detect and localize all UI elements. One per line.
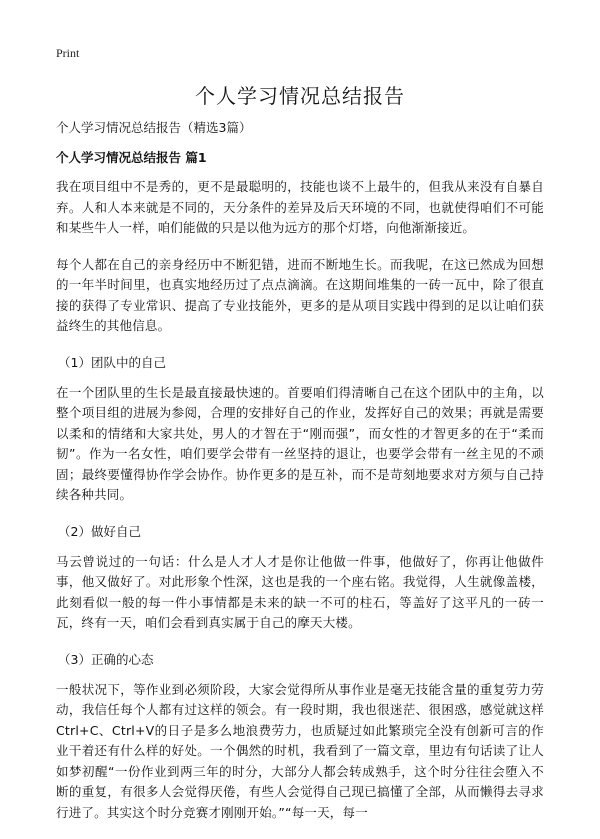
print-link[interactable]: Print [56, 46, 80, 60]
document-subtitle: 个人学习情况总结报告（精选3篇） [56, 120, 252, 135]
paragraph-4: 马云曾说过的一句话：什么是人才人才是你让他做一件事，他做好了，你再让他做件事，他又做好了。对此形象个性深，这也是我的一个座右铭。我觉得，人生就像盖楼，此刻看似一般的每一件小事情都是未来的缺一不可的柱石，等盖好了这平凡的一砖一瓦，终有一天，咱们会看到真实属于自己的摩天大楼。 [56, 553, 544, 630]
document-body [56, 118, 544, 839]
subheading-self: （2）做好自己 [58, 523, 141, 539]
paragraph-1: 我在项目组中不是秀的，更不是最聪明的，技能也谈不上最牛的，但我从来没有自暴自弃。人和人本来就是不同的，天分条件的差异及后天环境的不同，也就使得咱们不可能和某些牛人一样，咱们能做的只是以他为远方的那个灯塔，向他渐渐接近。 [56, 179, 544, 235]
paragraph-3: 在一个团队里的生长是最直接最快速的。首要咱们得清晰自己在这个团队中的主角，以整个项目组的进展为参阅，合理的安排好自己的作业，发挥好自己的效果；再就是需要以柔和的情绪和大家共处，男人的才智在于“刚而强”，而女性的才智更多的在于“柔而韧”。作为一名女性，咱们要学会带有一丝坚持的退让，也要学会带有一丝主见的不顽固；最终要懂得协作学会协作。协作更多的是互补，而不是苛刻地要求对方须与自己持续各种共同。 [56, 384, 544, 502]
subheading-team: （1）团队中的自己 [58, 354, 166, 370]
section-title: 个人学习情况总结报告 篇1 [56, 150, 207, 165]
paragraph-5: 一般状况下，等作业到必须阶段，大家会觉得所从事作业是毫无技能含量的重复劳力劳动，我信任每个人都有过这样的领会。有一段时期，我也很迷茫、很困惑，感觉就这样Ctrl+C、Ctrl+V的日子是多么地浪费劳力，也质疑过如此繁琐完全没有创新可言的作业干着还有什么样的好处。一个偶然的时机，我看到了一篇文章，里边有句话读了让人如梦初醒“一份作业到两三年的时分，大部分人都会转成熟手，这个时分往往会堕入不断的重复，有很多人会觉得厌倦，有些人会觉得自己现已搞懂了全部，从而懒得去寻求行进了。其实这个时分竞赛才刚刚开始。”“每一天，每一 [56, 681, 544, 820]
page-title: 个人学习情况总结报告 [195, 84, 405, 108]
subheading-attitude: （3）正确的心态 [58, 651, 154, 667]
paragraph-2: 每个人都在自己的亲身经历中不断犯错，进而不断地生长。而我呢，在这已然成为回想的一年半时间里，也真实地经历过了点点滴滴。在这期间堆集的一砖一瓦中，除了很直接的获得了专业常识、提高了专业技能外，更多的是从项目实践中得到的足以让咱们获益终生的其他信息。 [56, 256, 544, 333]
